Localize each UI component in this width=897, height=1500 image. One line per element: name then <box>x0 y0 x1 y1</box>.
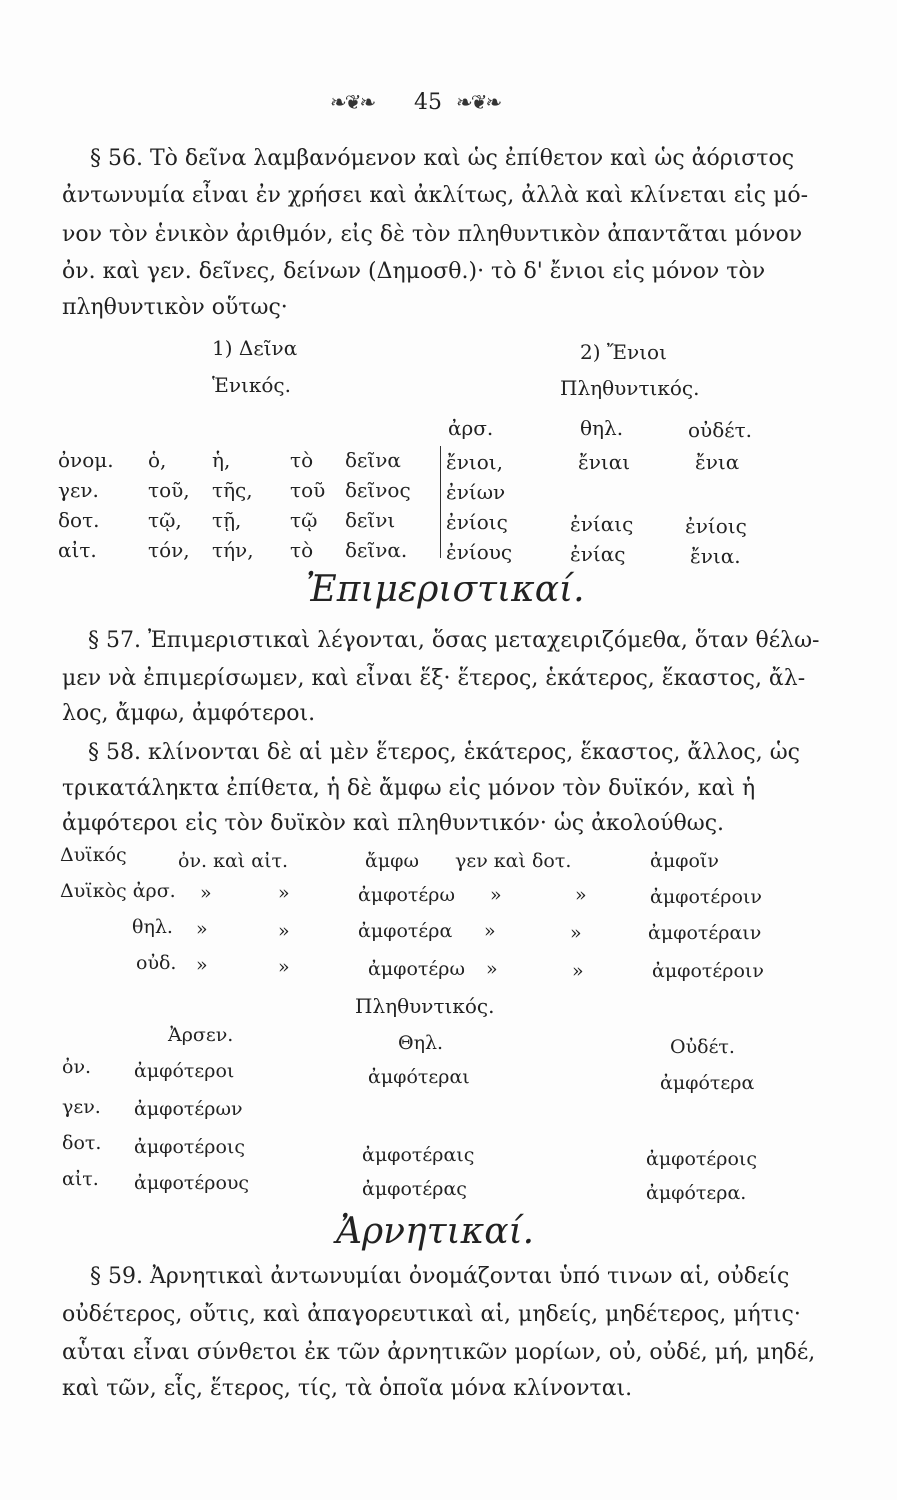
table2-ditto: » <box>570 922 582 944</box>
section-heading-arnitikai: Ἀρνητικαί. <box>336 1211 535 1252</box>
table1-col-masc: ἀρσ. <box>448 416 494 440</box>
table1-heading-deina: 1) Δεῖνα <box>212 336 298 360</box>
table2-cell: ἀμφοτέρα <box>358 920 453 942</box>
para57-line: § 57. Ἐπιμεριστικαὶ λέγονται, ὅσας μεταχειριζόμεθα, ὅταν θέλω- <box>88 628 820 653</box>
table1-cell: τὸ <box>290 538 314 562</box>
table3-col-neut: Οὐδέτ. <box>670 1036 735 1058</box>
para57-line: μεν νὰ ἐπιμερίσωμεν, καὶ εἶναι ἕξ· ἕτερος, ἑκάτερος, ἕκαστος, ἄλ- <box>62 666 806 691</box>
table1-case: ὀνομ. <box>58 448 114 472</box>
table2-cell: ἀμφοτέραιν <box>648 922 762 944</box>
para58-line: τρικατάληκτα ἐπίθετα, ἡ δὲ ἄμφω εἰς μόνον τὸν δυϊκόν, καὶ ἡ <box>62 776 756 801</box>
table1-cell: τῷ <box>290 508 318 532</box>
para57-line: λος, ἄμφω, ἀμφότεροι. <box>62 701 316 726</box>
table2-ditto: » <box>490 884 502 906</box>
table1-col-neut: οὐδέτ. <box>688 418 753 442</box>
table2-ditto: » <box>486 958 498 980</box>
ornament-left: ❧❦❧ <box>330 90 375 114</box>
para56-line: πληθυντικὸν οὕτως· <box>62 295 288 320</box>
table3-case: δοτ. <box>62 1132 102 1154</box>
para59-line: οὐδέτερος, οὔτις, καὶ ἀπαγορευτικαὶ αἱ, μηδείς, μηδέτερος, μήτις· <box>62 1302 801 1327</box>
table1-sub-heading-eniko: Ἑνικός. <box>212 373 291 397</box>
table1-cell: δεῖνι <box>345 508 396 532</box>
table1-cell: ὁ, <box>148 448 167 472</box>
table1-cell: τῷ, <box>148 508 182 532</box>
table3-cell: ἀμφοτέροις <box>134 1136 245 1158</box>
table3-case: ὀν. <box>62 1056 92 1078</box>
table1-cell: ἐνίους <box>446 540 513 564</box>
table3-cell: ἀμφοτέροις <box>646 1148 757 1170</box>
para56-line: νον τὸν ἑνικὸν ἀριθμόν, εἰς δὲ τὸν πληθυντικὸν ἀπαντᾶται μόνον <box>62 222 803 247</box>
table1-cell: τοῦ, <box>148 478 190 502</box>
table1-cell: ἐνίοις <box>446 510 508 534</box>
table1-cell: τόν, <box>148 538 190 562</box>
table1-case: δοτ. <box>58 508 100 532</box>
table2-cell: ἀμφοτέρω <box>358 884 455 906</box>
table2-label: οὐδ. <box>136 952 177 974</box>
table3-col-masc: Ἀρσεν. <box>168 1024 234 1046</box>
table1-cell: τῇ, <box>212 508 242 532</box>
table1-cell: ἔνιαι <box>578 450 631 474</box>
table1-cell: δεῖνα <box>345 448 401 472</box>
table2-ditto: » <box>572 960 584 982</box>
table2-ditto: » <box>278 882 290 904</box>
table1-cell: ἐνίας <box>570 542 626 566</box>
table2-cell: ἀμφοῖν <box>650 850 719 872</box>
table2-ditto: » <box>484 920 496 942</box>
table2-cell: ἄμφω <box>365 850 419 872</box>
para56-line: § 56. Τὸ δεῖνα λαμβανόμενον καὶ ὡς ἐπίθετον καὶ ὡς ἀόριστος <box>90 146 795 171</box>
table1-sub-heading-plural: Πληθυντικός. <box>560 376 700 400</box>
para56-line: ὀν. καὶ γεν. δεῖνες, δείνων (Δημοσθ.)· τὸ δ' ἔνιοι εἰς μόνον τὸν <box>62 259 766 284</box>
page-number: 45 <box>414 90 442 115</box>
table2-cell: ὀν. καὶ αἰτ. <box>178 850 289 872</box>
table1-cell: τοῦ <box>290 478 326 502</box>
table3-cell: ἀμφοτέρων <box>134 1098 243 1120</box>
table2-label: Δυϊκὸς ἀρσ. <box>60 880 176 902</box>
table1-cell: ἐνίοις <box>685 514 747 538</box>
table1-cell: ἐνίαις <box>570 512 634 536</box>
table2-cell: ἀμφοτέροιν <box>650 886 762 908</box>
table3-case: γεν. <box>62 1096 101 1118</box>
table3-cell: ἀμφότεροι <box>134 1060 235 1082</box>
table1-cell: ἔνια <box>695 450 740 474</box>
table3-col-fem: Θηλ. <box>398 1032 444 1054</box>
table1-col-fem: θηλ. <box>580 416 624 440</box>
table2-ditto: » <box>196 954 208 976</box>
para59-line: καὶ τῶν, εἷς, ἕτερος, τίς, τὰ ὁποῖα μόνα κλίνονται. <box>62 1376 633 1401</box>
para58-line: § 58. κλίνονται δὲ αἱ μὲν ἕτερος, ἑκάτερος, ἕκαστος, ἄλλος, ὡς <box>88 740 800 765</box>
table2-ditto: » <box>278 956 290 978</box>
table1-cell: ἐνίων <box>446 480 506 504</box>
table2-label: Δυϊκός <box>60 844 127 866</box>
table2-cell: ἀμφοτέρω <box>368 958 465 980</box>
table1-case: γεν. <box>58 478 99 502</box>
para59-line: αὗται εἶναι σύνθετοι ἐκ τῶν ἀρνητικῶν μορίων, οὐ, οὐδέ, μή, μηδέ, <box>62 1340 816 1365</box>
table1-cell: τήν, <box>212 538 254 562</box>
table2-ditto: » <box>575 884 587 906</box>
para59-line: § 59. Ἀρνητικαὶ ἀντωνυμίαι ὀνομάζονται ὑπό τινων αἱ, οὐδείς <box>90 1264 790 1289</box>
table3-cell: ἀμφότεραι <box>368 1066 470 1088</box>
table1-cell: τὸ <box>290 448 314 472</box>
table1-cell: ἡ, <box>212 448 231 472</box>
table2-ditto: » <box>196 918 208 940</box>
table1-case: αἰτ. <box>58 538 97 562</box>
table3-cell: ἀμφοτέραις <box>362 1144 475 1166</box>
table3-title: Πληθυντικός. <box>355 994 495 1018</box>
table3-cell: ἀμφοτέρους <box>134 1172 250 1194</box>
table1-divider <box>440 446 441 558</box>
table1-cell: δεῖνος <box>345 478 411 502</box>
table1-cell: ἔνιοι, <box>446 450 503 474</box>
table3-cell: ἀμφοτέρας <box>362 1178 467 1200</box>
table1-cell: τῆς, <box>212 478 253 502</box>
table1-heading-enioi: 2) Ἔνιοι <box>580 340 667 364</box>
table3-cell: ἀμφότερα. <box>646 1182 747 1204</box>
ornament-right: ❧❦❧ <box>456 90 501 114</box>
para58-line: ἀμφότεροι εἰς τὸν δυϊκὸν καὶ πληθυντικόν· ὡς ἀκολούθως. <box>62 811 725 836</box>
table2-cell: γεν καὶ δοτ. <box>455 850 572 872</box>
table3-cell: ἀμφότερα <box>660 1072 755 1094</box>
table3-case: αἰτ. <box>62 1168 99 1190</box>
table2-ditto: » <box>200 882 212 904</box>
table1-cell: ἔνια. <box>690 544 741 568</box>
table1-cell: δεῖνα. <box>345 538 408 562</box>
section-heading-epimeristikai: Ἐπιμεριστικαί. <box>306 569 585 610</box>
table2-label: θηλ. <box>132 916 173 938</box>
para56-line: ἀντωνυμία εἶναι ἐν χρήσει καὶ ἀκλίτως, ἀλλὰ καὶ κλίνεται εἰς μό- <box>62 183 809 208</box>
table2-ditto: » <box>278 920 290 942</box>
table2-cell: ἀμφοτέροιν <box>652 960 764 982</box>
